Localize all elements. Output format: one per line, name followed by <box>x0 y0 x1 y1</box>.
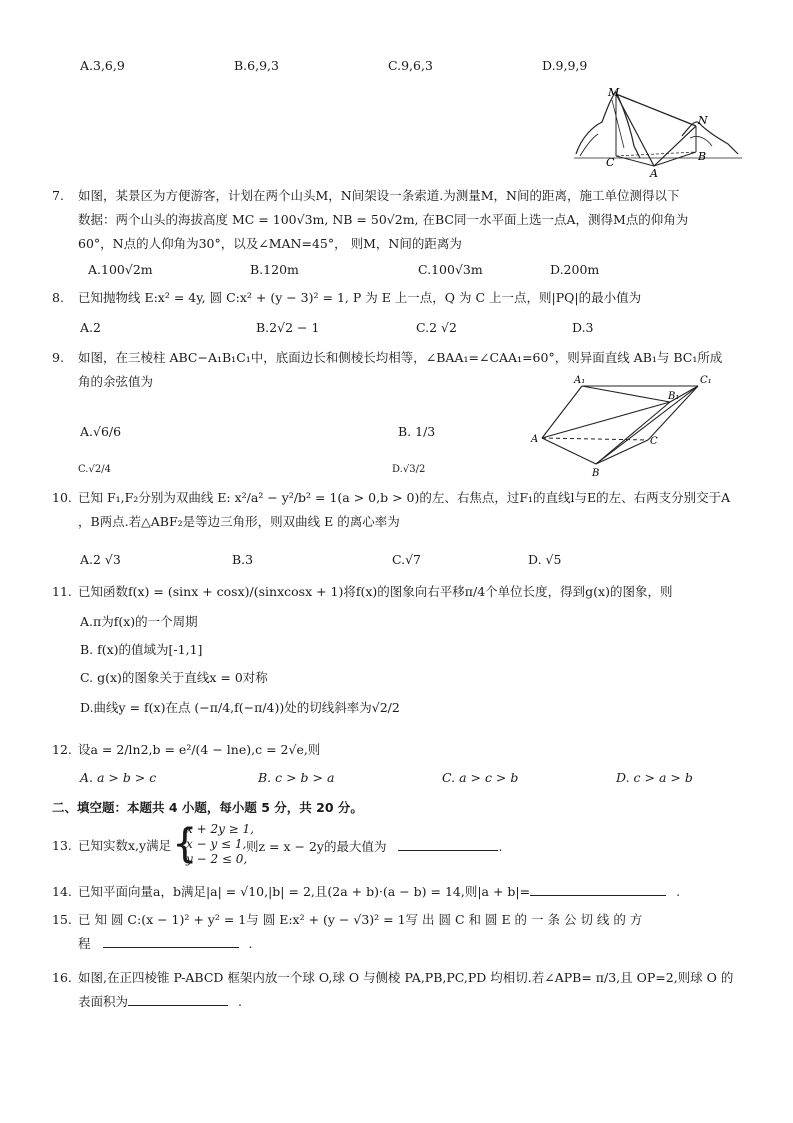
q15-end: . <box>248 936 253 951</box>
q7-option-c: C.100√3m <box>418 262 483 277</box>
q9-option-b: B. 1/3 <box>398 424 436 439</box>
q9-option-c: C.√2/4 <box>78 464 111 475</box>
q16-line2: 表面积为 <box>78 994 129 1009</box>
q10-option-c: C.√7 <box>392 552 422 567</box>
q13-pre: 已知实数x,y满足 <box>78 838 172 853</box>
section-2-header: 二、填空题：本题共 4 小题，每小题 5 分，共 20 分。 <box>52 800 363 815</box>
q10-option-d: D. √5 <box>528 552 562 567</box>
q14-answer-blank[interactable] <box>530 881 666 896</box>
q7-line2: 数据：两个山头的海拔高度 MC = 100√3m, NB = 50√2m, 在BC同一水平面上选一点A，测得M点的仰角为 <box>78 212 689 227</box>
q6-option-a: A.3,6,9 <box>80 58 125 73</box>
q12 <box>52 738 742 762</box>
q13-eq1: x + 2y ≥ 1, <box>186 822 254 836</box>
q6-option-b: B.6,9,3 <box>234 58 279 73</box>
q12-number: 12. <box>52 742 72 757</box>
q11-option-b: B. f(x)的值域为[-1,1] <box>80 642 203 657</box>
q11-option-d: D.曲线y = f(x)在点 (−π/4,f(−π/4))处的切线斜率为√2/2 <box>80 700 400 715</box>
q15 <box>52 908 742 956</box>
q10-line2: ，B两点.若△ABF₂是等边三角形，则双曲线 E 的离心率为 <box>78 514 400 529</box>
q8-option-c: C.2 √2 <box>416 320 457 335</box>
q15-line1: 已 知 圆 C:(x − 1)² + y² = 1与 圆 E:x² + (y − √3)² = 1写 出 圆 C 和 圆 E 的 一 条 公 切 线 的 方 <box>78 912 643 927</box>
q13-eq3: y − 2 ≤ 0, <box>186 852 248 866</box>
q8-text: 已知抛物线 E:x² = 4y, 圆 C:x² + (y − 3)² = 1, P 为 E 上一点，Q 为 C 上一点，则|PQ|的最小值为 <box>78 290 642 305</box>
q9-label-c1: C₁ <box>700 375 712 386</box>
q13-system <box>186 822 254 867</box>
q7-option-a: A.100√2m <box>88 262 153 277</box>
q14-text: 已知平面向量a，b满足|a| = √10,|b| = 2,且(2a + b)·(a − b) = 14,则|a + b|= <box>78 884 531 899</box>
q9-label-c: C <box>650 436 658 447</box>
q13-number: 13. <box>52 838 72 853</box>
q8 <box>52 286 742 310</box>
q8-option-a: A.2 <box>80 320 101 335</box>
q12-option-c: C. a > c > b <box>442 770 519 785</box>
q8-number: 8. <box>52 290 64 305</box>
q7-line3: 60°，N点的人仰角为30°，以及∠MAN=45°， 则M，N间的距离为 <box>78 236 462 251</box>
q13-end: . <box>498 839 503 854</box>
q14-end: . <box>676 884 681 899</box>
q16 <box>52 966 742 1014</box>
q15-line2: 程 <box>78 936 91 951</box>
q7-label-b: B <box>698 150 707 163</box>
q7-label-c: C <box>606 156 615 169</box>
q10-option-a: A.2 √3 <box>80 552 121 567</box>
q9-figure <box>530 372 742 478</box>
q8-option-d: D.3 <box>572 320 594 335</box>
q10-line1: 已知 F₁,F₂分别为双曲线 E: x²/a² − y²/b² = 1(a > 0,b > 0)的左、右焦点，过F₁的直线l与E的左、右两支分别交于A <box>78 490 731 505</box>
q8-option-b: B.2√2 − 1 <box>256 320 320 335</box>
q11 <box>52 580 742 604</box>
q12-text: 设a = 2/ln2,b = e²/(4 − lne),c = 2√e,则 <box>78 742 321 757</box>
q12-option-d: D. c > a > b <box>616 770 693 785</box>
q12-option-a: A. a > b > c <box>80 770 157 785</box>
q9-line2: 角的余弦值为 <box>78 374 154 389</box>
q9-label-b1: B₁ <box>668 391 680 402</box>
q15-number: 15. <box>52 912 72 927</box>
q7-label-m: M <box>608 86 620 99</box>
q16-end: . <box>238 994 242 1009</box>
q15-answer-blank[interactable] <box>103 933 239 948</box>
q7-option-b: B.120m <box>250 262 299 277</box>
q14-number: 14. <box>52 884 72 899</box>
q7-line1: 如图，某景区为方便游客，计划在两个山头M，N间架设一条索道.为测量M，N间的距离，施工单位测得以下 <box>78 188 680 203</box>
q13-answer-blank[interactable] <box>398 836 498 851</box>
q9-label-b: B <box>592 468 600 478</box>
q12-option-b: B. c > b > a <box>258 770 335 785</box>
q10-option-b: B.3 <box>232 552 254 567</box>
q7 <box>52 184 742 256</box>
q9-line1: 如图，在三棱柱 ABC−A₁B₁C₁中，底面边长和侧棱长均相等，∠BAA₁=∠CAA₁=60°，则异面直线 AB₁与 BC₁所成 <box>78 350 723 365</box>
q9-label-a1: A₁ <box>574 375 586 386</box>
q11-text: 已知函数f(x) = (sinx + cosx)/(sinxcosx + 1)将f(x)的图象向右平移π/4个单位长度，得到g(x)的图象，则 <box>78 584 673 599</box>
q7-number: 7. <box>52 188 64 203</box>
q7-option-d: D.200m <box>550 262 600 277</box>
q13-brace: { <box>172 821 198 867</box>
q13-post: 则z = x − 2y的最大值为 <box>246 839 387 854</box>
q7-figure <box>572 86 744 178</box>
q7-label-n: N <box>698 114 708 127</box>
q10-number: 10. <box>52 490 72 505</box>
q9-label-a: A <box>531 434 539 445</box>
q11-number: 11. <box>52 584 72 599</box>
q16-line1: 如图,在正四棱锥 P-ABCD 框架内放一个球 O,球 O 与侧棱 PA,PB,PC,PD 均相切.若∠APB= π/3,且 OP=2,则球 O 的 <box>78 970 734 985</box>
q6-option-d: D.9,9,9 <box>542 58 588 73</box>
q13-eq2: x − y ≤ 1, <box>186 837 247 851</box>
q9-option-d: D.√3/2 <box>392 464 426 475</box>
q11-option-a: A.π为f(x)的一个周期 <box>80 614 198 629</box>
q10 <box>52 486 742 534</box>
q9-number: 9. <box>52 350 64 365</box>
q11-option-c: C. g(x)的图象关于直线x = 0对称 <box>80 670 268 685</box>
q14 <box>52 880 742 904</box>
q16-answer-blank[interactable] <box>128 991 228 1006</box>
q7-label-a: A <box>650 167 658 178</box>
q16-number: 16. <box>52 970 72 985</box>
q9-option-a: A.√6/6 <box>80 424 122 439</box>
q6-option-c: C.9,6,3 <box>388 58 433 73</box>
